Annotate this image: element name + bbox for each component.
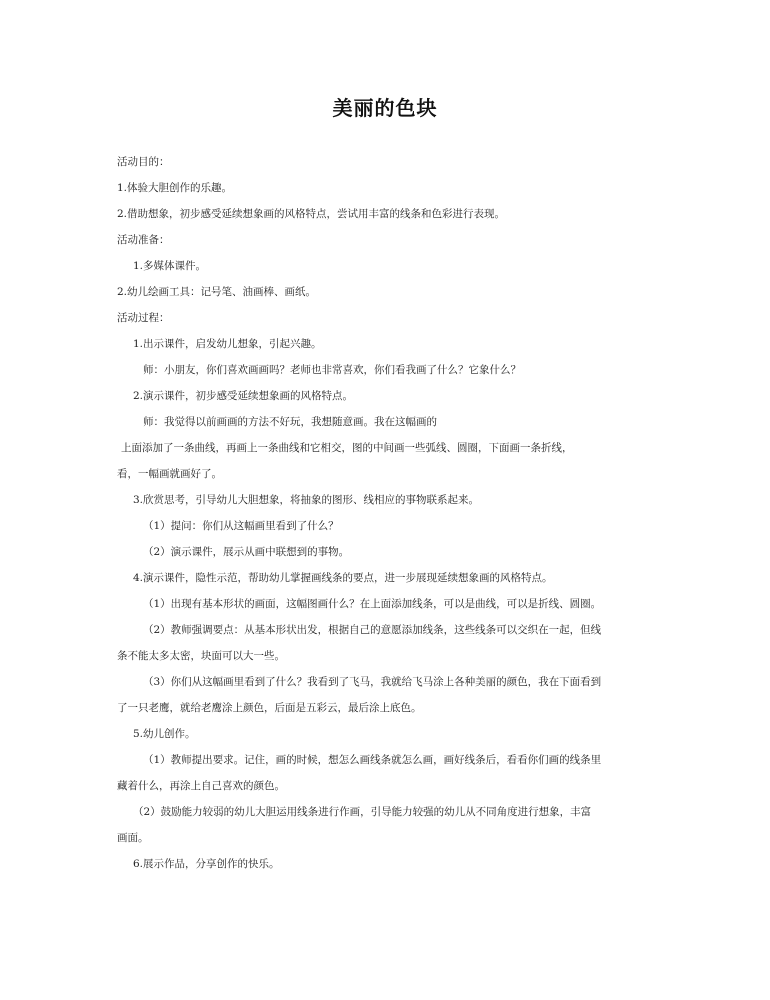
process-step-2-text-cont: 上面添加了一条曲线，再画上一条曲线和它相交，图的中间画一些弧线、圆圈，下面画一条折线， [121, 442, 573, 454]
document-title: 美丽的色块 [332, 96, 438, 120]
process-step-5-sub-2: （2）鼓励能力较弱的幼儿大胆运用线条进行作画，引导能力较强的幼儿从不同角度进行想象，丰富 [133, 806, 592, 818]
section-heading-process: 活动过程： [117, 312, 170, 324]
process-step-4-sub-1: （1）出现有基本形状的画面，这幅图画什么？在上面添加线条，可以是曲线，可以是折线、圆圈。 [143, 598, 602, 610]
process-step-4-sub-3-cont: 了一只老鹰，就给老鹰涂上颜色，后面是五彩云，最后涂上底色。 [117, 702, 422, 714]
process-step-5-sub-1: （1）教师提出要求。记住，画的时候，想怎么画线条就怎么画，画好线条后，看看你们画的线条里 [143, 754, 602, 766]
goal-item-2: 2.借助想象，初步感受延续想象画的风格特点，尝试用丰富的线条和色彩进行表现。 [117, 208, 506, 220]
process-step-4: 4.演示课件，隐性示范，帮助幼儿掌握画线条的要点，进一步展现延续想象画的风格特点。 [133, 572, 553, 584]
section-heading-goals: 活动目的： [117, 156, 170, 168]
process-step-5-sub-2-cont: 画面。 [117, 832, 149, 844]
process-step-1-text: 师：小朋友，你们喜欢画画吗？老师也非常喜欢，你们看我画了什么？它象什么？ [143, 364, 521, 376]
process-step-5: 5.幼儿创作。 [133, 728, 196, 740]
process-step-3: 3.欣赏思考，引导幼儿大胆想象，将抽象的图形、线相应的事物联系起来。 [133, 494, 480, 506]
process-step-2-text-end: 看，一幅画就画好了。 [117, 468, 222, 480]
process-step-5-sub-1-cont: 藏着什么，再涂上自己喜欢的颜色。 [117, 780, 285, 792]
process-step-4-sub-3: （3）你们从这幅画里看到了什么？我看到了飞马，我就给飞马涂上各种美丽的颜色，我在下面看到 [143, 676, 602, 688]
process-step-3-sub-1: （1）提问：你们从这幅画里看到了什么？ [143, 520, 339, 532]
goal-item-1: 1.体验大胆创作的乐趣。 [117, 182, 233, 194]
section-heading-preparation: 活动准备： [117, 234, 170, 246]
process-step-4-sub-2-cont: 条不能太多太密，块面可以大一些。 [117, 650, 285, 662]
preparation-item-1: 1.多媒体课件。 [133, 260, 207, 272]
process-step-2-text: 师：我觉得以前画画的方法不好玩，我想随意画。我在这幅画的 [143, 416, 437, 428]
preparation-item-2: 2.幼儿绘画工具：记号笔、油画棒、画纸。 [117, 286, 317, 298]
process-step-1: 1.出示课件，启发幼儿想象，引起兴趣。 [133, 338, 322, 350]
process-step-4-sub-2: （2）教师强调要点：从基本形状出发，根据自己的意愿添加线条，这些线条可以交织在一起，但线 [143, 624, 602, 636]
process-step-3-sub-2: （2）演示课件，展示从画中联想到的事物。 [143, 546, 350, 558]
process-step-6: 6.展示作品，分享创作的快乐。 [133, 858, 280, 870]
process-step-2: 2.演示课件，初步感受延续想象画的风格特点。 [133, 390, 354, 402]
